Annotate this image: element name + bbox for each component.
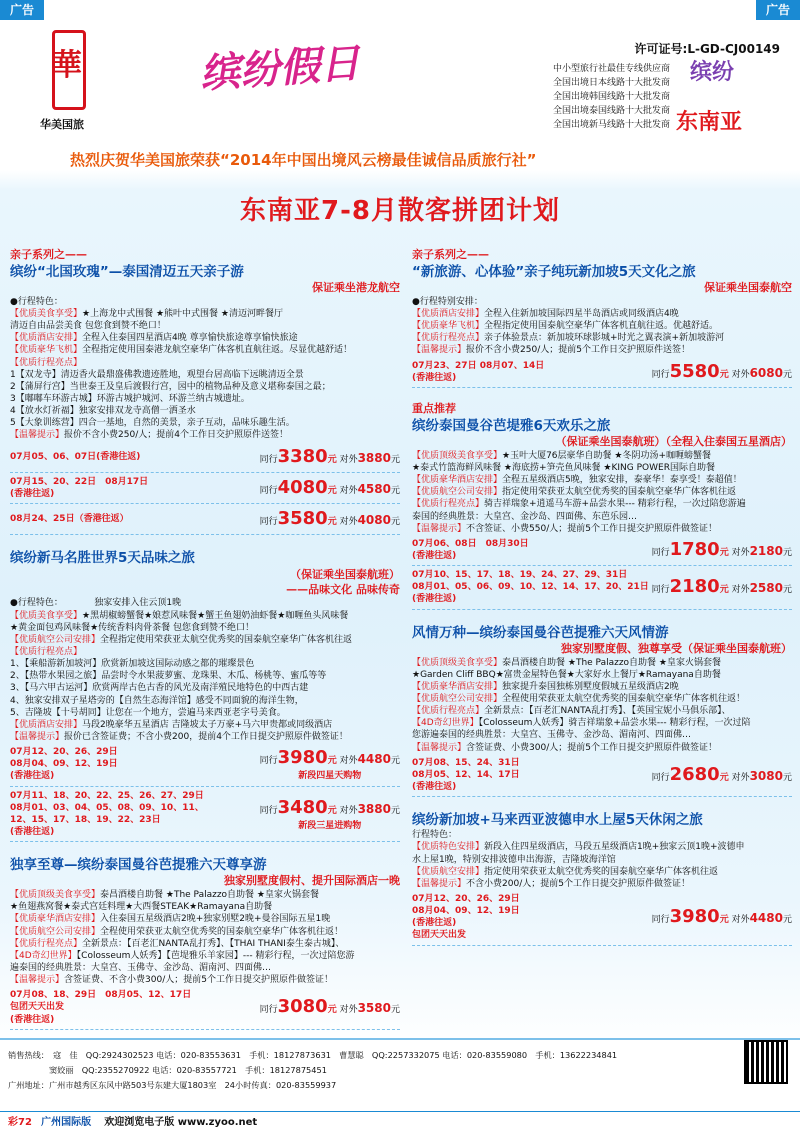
tour-line — [10, 926, 400, 938]
tour-title: 缤纷“北国玫瑰”—泰国清迈五天亲子游 — [10, 263, 244, 280]
adult-prefix: 对外 — [336, 517, 358, 528]
price-unit: 元 — [327, 485, 337, 496]
tour-line — [10, 429, 400, 441]
tour-guarantee: （保证乘坐国泰航班） — [290, 567, 400, 581]
series-label: 亲子系列之—— — [412, 248, 489, 261]
tour-line: ★黄金面包鸡风味餐★传统香料肉骨茶餐 包您食到赞不绝口！ — [10, 622, 254, 633]
tour-line — [412, 320, 792, 332]
date-row — [10, 442, 400, 473]
price-block — [260, 995, 400, 1019]
departure-dates: 07月08、18、29日 08月05、12、17日 包团天天出发 (香港往返) — [10, 990, 192, 1025]
tour-section — [412, 248, 792, 388]
slogan: 全国出境泰国线路十大批发商 — [552, 106, 670, 116]
tour-line — [10, 719, 400, 731]
line-key: 【温馨提示】 — [10, 731, 65, 742]
tour-line — [412, 657, 792, 669]
publication: 广州国际版 — [41, 1117, 92, 1128]
price-block — [652, 538, 792, 562]
tour-title: “新旅游、心体验”亲子纯玩新加坡5天文化之旅 — [412, 263, 696, 280]
line-text: 全程入住新加坡国际四星半岛酒店或同级酒店4晚 — [484, 309, 679, 320]
tour-line: 行程特色： — [412, 830, 458, 841]
adult-unit: 元 — [782, 915, 792, 926]
price-unit: 元 — [327, 756, 337, 767]
price-prefix: 同行 — [259, 756, 278, 767]
tour-line — [10, 646, 400, 658]
line-key: 【优质航空公司安排】 — [412, 487, 503, 498]
tour-line: ●行程特色： — [10, 296, 63, 307]
logo-name: 华美国旅 — [40, 118, 84, 131]
ad-label-left: 广告 — [0, 0, 44, 20]
date-row — [412, 535, 792, 566]
adult-prefix: 对外 — [336, 805, 358, 816]
tour-line — [10, 731, 400, 743]
date-row — [10, 986, 400, 1029]
adult-prefix: 对外 — [728, 585, 750, 596]
footer-bar — [0, 1111, 800, 1133]
departure-dates: 08月24、25日（香港往返） — [10, 514, 129, 525]
line-key: 【优质豪华飞机】 — [10, 345, 83, 356]
hotline: 销售热线： 寇 佳 QQ:2924302523 电话：020-83553631 手机：18127873631 曹慧聪 QQ:2257332075 电话：020-83559080 手机：13622234841 — [8, 1050, 618, 1060]
slogan: 中小型旅行社最佳专线供应商 — [552, 64, 670, 74]
tour-title: 缤纷新加坡+马来西亚波德申水上屋5天休闲之旅 — [412, 812, 703, 829]
banner-script: 缤纷假日 — [198, 39, 362, 98]
departure-dates: 07月12、20、26、29日 08月04、09、12、19日 (香港往返) 包团天天出发 — [412, 894, 520, 941]
tour-line — [412, 523, 792, 535]
price-prefix: 同行 — [259, 517, 278, 528]
trade-price: 2680 — [669, 763, 720, 785]
tour-section — [10, 856, 400, 1030]
tour-line: 遍泰国的经典胜景：大皇宫、玉佛寺、金沙岛、湄南河、四面佛… — [10, 962, 272, 973]
tour-line — [10, 938, 400, 950]
line-text: 报价不含小费250/人；提前4个工作日交护照原件送签！ — [64, 430, 288, 441]
tour-line — [412, 878, 792, 890]
tour-line — [412, 486, 792, 498]
tour-line: ★Garden Cliff BBQ★富贵金屋特色餐★大家好水上餐厅★Ramayana自助餐 — [412, 669, 721, 680]
line-text: 泰昌酒楼自助餐 ★The Palazzo自助餐 ★皇家火锅套餐 — [502, 657, 721, 668]
adult-unit: 元 — [782, 547, 792, 558]
price-unit: 元 — [327, 805, 337, 816]
tour-guarantee: （保证乘坐国泰航班）（全程入住泰国五星酒店） — [555, 434, 792, 448]
browse-link[interactable]: 欢迎浏览电子版 www.zyoo.net — [104, 1117, 258, 1128]
line-key: 【温馨提示】 — [412, 742, 467, 753]
line-text: 指定使用荣获亚太航空优秀奖的国泰航空豪华广体客机往返 — [502, 487, 737, 498]
tour-line: ★鱼翅燕窝餐★泰式宫廷料理★大西餐STEAK★Ramayana自助餐 — [10, 902, 273, 913]
tour-line: 3【嘟嘟车环游古城】环游古城护城河、环游兰纳古城遗址。 — [10, 394, 250, 405]
tour-line — [412, 742, 792, 754]
tour-line: ●行程特别安排： — [412, 296, 483, 307]
tour-title: 缤纷新马名胜世界5天品味之旅 — [10, 550, 195, 567]
date-row — [412, 357, 792, 388]
tour-line — [10, 974, 400, 986]
slogan: 全国出境日本线路十大批发商 — [552, 78, 670, 88]
departure-dates: 07月10、15、17、18、19、24、27、29、31日 08月01、05、06、09、10、12、14、17、20、21日 (香港往返) — [412, 570, 649, 605]
line-key: 【优质航空公司安排】 — [10, 926, 101, 937]
price-prefix: 同行 — [651, 915, 670, 926]
line-text: 【Colosseum人妖秀】【芭堤雅乐羊家园】--- 精彩行程，一次过陪您游 — [76, 950, 355, 961]
line-text: 报价已含签证费；不含小费200，提前4个工作日提交护照原件做签证！ — [64, 731, 348, 742]
price-unit: 元 — [719, 547, 729, 558]
price-block — [260, 796, 400, 832]
adult-prefix: 对外 — [728, 547, 750, 558]
date-row — [10, 787, 400, 843]
price-unit: 元 — [327, 1005, 337, 1016]
date-row — [412, 754, 792, 797]
adult-price: 3080 — [749, 768, 783, 783]
departure-dates: 07月11、18、20、22、25、26、27、29日 08月01、03、04、05、08、09、10、11、 12、15、17、18、19、22、23日 (香港往返) — [10, 790, 204, 837]
price-block — [652, 575, 792, 599]
tour-line: 4【放水灯祈福】独家安排双龙寺高僧一洒圣水 — [10, 406, 196, 417]
line-text: 新段入住四星级酒店，马段五星级酒店1晚+独家云顶1晚+波德申 — [484, 842, 745, 853]
adult-prefix: 对外 — [336, 756, 358, 767]
tour-line: 1、【乘船游新加坡河】欣赏新加坡这国际动感之都的璀璨景色 — [10, 659, 255, 670]
price-unit: 元 — [719, 369, 729, 380]
line-key: 【优质航空公司安排】 — [412, 694, 503, 704]
line-text: 全程入住泰国四星酒店4晚 尊享愉快旅途尊享愉快旅途 — [82, 333, 298, 344]
adult-prefix: 对外 — [728, 772, 750, 783]
line-key: 【温馨提示】 — [412, 523, 467, 534]
price-block — [260, 476, 400, 500]
trade-price: 2180 — [669, 576, 720, 598]
page-number: 彩72 — [8, 1117, 32, 1128]
tour-line — [412, 498, 792, 510]
adult-unit: 元 — [390, 454, 400, 465]
adult-price: 3880 — [357, 801, 391, 816]
tour-title: 独享至尊—缤纷泰国曼谷芭提雅六天尊享游 — [10, 857, 267, 874]
departure-dates: 07月06、08日 08月30日 (香港往返) — [412, 538, 529, 561]
tour-line — [10, 308, 400, 320]
tour-line: 清迈自由品尝美食 包您食到赞不绝口！ — [10, 321, 166, 332]
tour-line — [10, 889, 400, 901]
line-text: 含签证费、小费300/人；提前5个工作日提交护照原件做签证！ — [466, 742, 717, 753]
tour-section — [10, 248, 400, 535]
tour-line: ★泰式竹篮海鲜风味餐 ★海底捞+笋壳鱼风味餐 ★KING POWER国际自助餐 — [412, 462, 715, 473]
tour-guarantee: 保证乘坐港龙航空 — [312, 281, 400, 295]
adult-price: 3880 — [357, 450, 391, 465]
tour-line — [10, 913, 400, 925]
adult-unit: 元 — [782, 369, 792, 380]
price-unit: 元 — [719, 585, 729, 596]
trade-price: 3480 — [277, 796, 328, 818]
right-column — [412, 248, 792, 960]
tour-line: 1【双龙寺】清迈香火最鼎盛佛教遗迹胜地，观望台居高临下远眺清迈全景 — [10, 369, 304, 380]
tour-line — [10, 634, 400, 646]
price-prefix: 同行 — [259, 1005, 278, 1016]
price-block — [260, 746, 400, 782]
qr-code[interactable] — [744, 1040, 788, 1084]
line-text: 泰昌酒楼自助餐 ★The Palazzo自助餐 ★皇家火锅套餐 — [100, 890, 319, 901]
price-unit: 元 — [719, 772, 729, 783]
line-text: 独家提升泰国独栋别墅度假城五星级酒店2晚 — [502, 681, 679, 692]
line-text: ★玉叶大厦76层豪华自助餐 ★冬阴功汤+咖喱螃蟹餐 — [502, 450, 712, 461]
tour-line — [10, 950, 400, 962]
adult-prefix: 对外 — [728, 369, 750, 380]
line-key: 【优质酒店安排】 — [10, 719, 83, 730]
license: 许可证号:L-GD-CJ00149 — [634, 42, 780, 56]
adult-unit: 元 — [390, 805, 400, 816]
price-prefix: 同行 — [259, 485, 278, 496]
price-note: 新段三星进购物 — [298, 820, 362, 831]
adult-unit: 元 — [390, 517, 400, 528]
tour-line: 3、【马六甲古运河】欣赏两岸古色古香的风光及南洋殖民地特色的中西古建 — [10, 683, 309, 694]
tour-section — [10, 549, 400, 842]
line-key: 【优质豪华酒店安排】 — [412, 681, 503, 692]
tour-subtitle: ——品味文化 品味传奇 — [286, 582, 400, 596]
adult-price: 3580 — [357, 1001, 391, 1016]
line-text: 【Colosseum人妖秀】骑吉祥瑞象+品尝水果--- 精彩行程，一次过陪 — [478, 718, 751, 729]
trade-price: 3980 — [669, 906, 720, 928]
line-key: 【4D奇幻世界】 — [412, 718, 479, 729]
line-text: 不含签证、小费550/人；提前5个工作日提交护照原件做签证！ — [466, 523, 717, 534]
price-block — [652, 763, 792, 787]
hotline-2: 窦姣丽 QQ:2355270922 电话：020-83557721 手机：18127875451 — [8, 1065, 327, 1076]
date-row — [412, 566, 792, 609]
trade-price: 4080 — [277, 476, 328, 498]
tour-line — [10, 344, 400, 356]
line-text: 亲子体验景点：新加坡环球影城+时光之翼表演+新加坡游河 — [484, 333, 725, 344]
date-row — [10, 743, 400, 786]
price-block — [652, 360, 792, 384]
line-text: ★上海龙中式围餐 ★熊叶中式围餐 ★清迈河畔餐厅 — [82, 309, 283, 320]
series-label: 重点推荐 — [412, 401, 456, 415]
ad-label-right: 广告 — [756, 0, 800, 20]
departure-dates: 07月05、06、07日(香港往返) — [10, 451, 141, 462]
tour-line: 5、吉隆坡【十号胡同】让您在一个地方，尝遍马来西亚老字号美食。 — [10, 707, 286, 718]
brand-bottom: 东南亚 — [676, 110, 743, 135]
tour-line: 4、独家安排双子星塔旁的【自然生态海洋馆】感受不同面貌的海洋生物， — [10, 695, 304, 706]
line-key: 【优质豪华酒店安排】 — [412, 475, 503, 486]
line-key: 【优质顶级美食享受】 — [412, 450, 503, 461]
main-title: 东南亚7-8月散客拼团计划 — [240, 196, 560, 226]
price-prefix: 同行 — [259, 454, 278, 465]
adult-unit: 元 — [390, 1005, 400, 1016]
line-key: 【优质行程亮点】 — [10, 938, 83, 949]
tour-line: 2、【热带水果园之旅】品尝时令水果菠萝蜜、龙珠果、木瓜、杨桃等、蜜瓜等等 — [10, 671, 327, 682]
line-text: 指定使用荣获亚太航空优秀奖的国泰航空豪华广体客机往返 — [484, 866, 719, 877]
line-text: 全程使用荣获亚太航空优秀奖的国泰航空豪华广体客机往返！ — [100, 926, 344, 937]
departure-dates: 07月23、27日 08月07、14日 (香港往返) — [412, 360, 545, 383]
line-key: 【优质行程亮点】 — [10, 646, 83, 657]
line-text: 全程五星级酒店5晚，独家安排，泰豪华！泰享受！泰超值！ — [502, 475, 742, 486]
tour-line — [412, 841, 792, 853]
line-text: 不含小费200/人；提前5个工作日提交护照原件做签证！ — [466, 878, 690, 889]
adult-price: 4480 — [749, 911, 783, 926]
tour-line — [10, 357, 400, 369]
slogan: 全国出境韩国线路十大批发商 — [552, 92, 670, 102]
congrats: 热烈庆贺华美国旅荣获“2014年中国出境风云榜最佳诚信品质旅行社” — [70, 151, 537, 169]
line-key: 【优质美食享受】 — [10, 309, 83, 320]
tour-line: 您游遍泰国的经典胜景：大皇宫、玉佛寺、金沙岛、湄南河、四面佛… — [412, 730, 692, 741]
slogan: 全国出境新马线路十大批发商 — [552, 120, 670, 130]
footer — [0, 1038, 800, 1133]
line-key: 【优质酒店安排】 — [412, 309, 485, 320]
line-key: 【优质豪华酒店安排】 — [10, 914, 101, 925]
adult-unit: 元 — [390, 485, 400, 496]
adult-prefix: 对外 — [336, 485, 358, 496]
line-key: 【优质行程亮点】 — [412, 499, 485, 510]
adult-price: 2180 — [749, 543, 783, 558]
slogans — [480, 62, 670, 132]
line-text: 全程使用荣获亚太航空优秀奖的国泰航空豪华广体客机往返！ — [502, 694, 746, 704]
line-key: 【4D奇幻世界】 — [10, 950, 77, 961]
adult-price: 4080 — [357, 513, 391, 528]
departure-dates: 07月15、20、22日 08月17日 (香港往返) — [10, 476, 149, 500]
tour-line — [412, 474, 792, 486]
tour-guarantee: 保证乘坐国泰航空 — [704, 281, 792, 295]
logo-char: 華 — [52, 48, 82, 83]
tour-guarantee: 独家别墅度假、独尊享受（保证乘坐国泰航班） — [561, 641, 792, 655]
price-prefix: 同行 — [651, 772, 670, 783]
address: 广州地址：广州市越秀区东风中路503号东建大厦1803室 24小时传真：020-83559937 — [8, 1080, 337, 1091]
tour-line — [412, 450, 792, 462]
line-text: 全程指定使用国泰航空豪华广体客机直航往返。优越舒适。 — [484, 321, 719, 332]
tour-line: ●行程特色： 独家安排入住云顶1晚 — [10, 598, 182, 609]
adult-unit: 元 — [782, 772, 792, 783]
line-key: 【优质航空公司安排】 — [10, 634, 101, 645]
departure-dates: 07月08、15、24、31日 08月05、12、14、17日 (香港往返) — [412, 757, 520, 792]
adult-prefix: 对外 — [728, 915, 750, 926]
line-text: ★黑胡椒螃蟹餐★娘惹风味餐★蟹王鱼翅奶油虾餐★咖喱鱼头风味餐 — [82, 610, 349, 621]
tour-line — [412, 705, 792, 717]
left-column — [10, 248, 400, 1044]
tour-line — [412, 681, 792, 693]
tour-line — [412, 344, 792, 356]
date-row — [10, 473, 400, 504]
line-text: 含签证费、不含小费300/人；提前5个工作日提交护照原件做签证！ — [64, 975, 333, 986]
line-key: 【优质美食享受】 — [10, 610, 83, 621]
line-text: 全程指定使用国泰港龙航空豪华广体客机直航往返。尽显优越舒适！ — [82, 345, 353, 356]
adult-price: 4580 — [357, 481, 391, 496]
tour-line — [412, 866, 792, 878]
price-prefix: 同行 — [259, 805, 278, 816]
price-block — [652, 905, 792, 929]
trade-price: 3080 — [277, 996, 328, 1018]
line-text: 全新景点：【百老汇NANTA乱打秀】、【英国宝妮小马俱乐部】、 — [484, 706, 731, 717]
date-row — [412, 890, 792, 946]
tour-line — [412, 332, 792, 344]
line-key: 【温馨提示】 — [10, 975, 65, 986]
tour-line — [412, 693, 792, 705]
line-key: 【温馨提示】 — [412, 345, 467, 356]
tour-title: 风情万种—缤纷泰国曼谷芭提雅六天风情游 — [412, 624, 669, 641]
tour-section — [412, 811, 792, 945]
trade-price: 3380 — [277, 445, 328, 467]
price-unit: 元 — [327, 454, 337, 465]
adult-unit: 元 — [390, 756, 400, 767]
line-key: 【温馨提示】 — [412, 878, 467, 889]
tour-line: 5【大象训练营】四合一基地，自然的美景，亲子互动，品味乐趣生活。 — [10, 418, 295, 429]
tour-line — [412, 308, 792, 320]
departure-dates: 07月12、20、26、29日 08月04、09、12、19日 (香港往返) — [10, 747, 118, 782]
tour-line: 泰国的经典胜景：大皇宫、金沙岛、四面佛、东芭乐园… — [412, 511, 638, 522]
line-text: 报价不含小费250/人；提前5个工作日交护照原件送签！ — [466, 345, 690, 356]
price-unit: 元 — [327, 517, 337, 528]
trade-price: 5580 — [669, 360, 720, 382]
adult-price: 2580 — [749, 581, 783, 596]
trade-price: 3580 — [277, 508, 328, 530]
line-key: 【优质特色安排】 — [412, 842, 485, 853]
price-unit: 元 — [719, 915, 729, 926]
adult-prefix: 对外 — [336, 454, 358, 465]
line-text: 马段2晚豪华五星酒店 吉隆坡太子万豪+马六甲贵都或同级酒店 — [82, 719, 333, 730]
adult-unit: 元 — [782, 585, 792, 596]
line-text: 全新景点：【百老汇NANTA乱打秀】、【THAI THANI泰生泰古城】、 — [82, 938, 345, 949]
tour-title: 缤纷泰国曼谷芭堤雅6天欢乐之旅 — [412, 417, 611, 434]
price-prefix: 同行 — [651, 585, 670, 596]
tour-line: 水上屋1晚，特别安排波德申出海游，吉隆坡海洋馆 — [412, 854, 616, 865]
line-text: 全程指定使用荣获亚太航空优秀奖的国泰航空豪华广体客机往返 — [100, 634, 353, 645]
series-label: 亲子系列之—— — [10, 248, 87, 261]
adult-prefix: 对外 — [336, 1005, 358, 1016]
trade-price: 3980 — [277, 747, 328, 769]
line-key: 【优质豪华飞机】 — [412, 321, 485, 332]
adult-price: 6080 — [749, 365, 783, 380]
trade-price: 1780 — [669, 538, 720, 560]
price-prefix: 同行 — [651, 369, 670, 380]
tour-guarantee: 独家别墅度假村、提升国际酒店一晚 — [224, 874, 400, 888]
line-key: 【优质行程亮点】 — [10, 357, 83, 368]
tour-line — [10, 610, 400, 622]
price-block — [260, 445, 400, 469]
line-key: 【优质行程亮点】 — [412, 706, 485, 717]
line-text: 骑吉祥瑞象+逍遥马车游+品尝水果--- 精彩行程，一次过陪您游遍 — [484, 499, 746, 510]
tour-line — [10, 332, 400, 344]
line-key: 【优质顶级美食享受】 — [412, 657, 503, 668]
line-key: 【优质顶级美食享受】 — [10, 890, 101, 901]
tour-section — [412, 624, 792, 798]
line-key: 【优质行程亮点】 — [412, 333, 485, 344]
line-key: 【优质酒店安排】 — [10, 333, 83, 344]
tour-section — [412, 402, 792, 610]
price-block — [260, 507, 400, 531]
brand-top: 缤纷 — [690, 60, 735, 85]
line-key: 【温馨提示】 — [10, 430, 65, 441]
price-prefix: 同行 — [651, 547, 670, 558]
tour-line — [412, 717, 792, 729]
price-note: 新段四星天购物 — [298, 771, 362, 782]
adult-price: 4480 — [357, 752, 391, 767]
line-key: 【优质航空安排】 — [412, 866, 485, 877]
date-row — [10, 504, 400, 535]
line-text: 入住泰国五星级酒店2晚+独家别墅2晚+曼谷国际五星1晚 — [100, 914, 331, 925]
tour-line: 2【蒲屏行宫】当世泰王及皇后渡假行宫，园中的植物品种及意义堪称泰国之最； — [10, 381, 331, 392]
